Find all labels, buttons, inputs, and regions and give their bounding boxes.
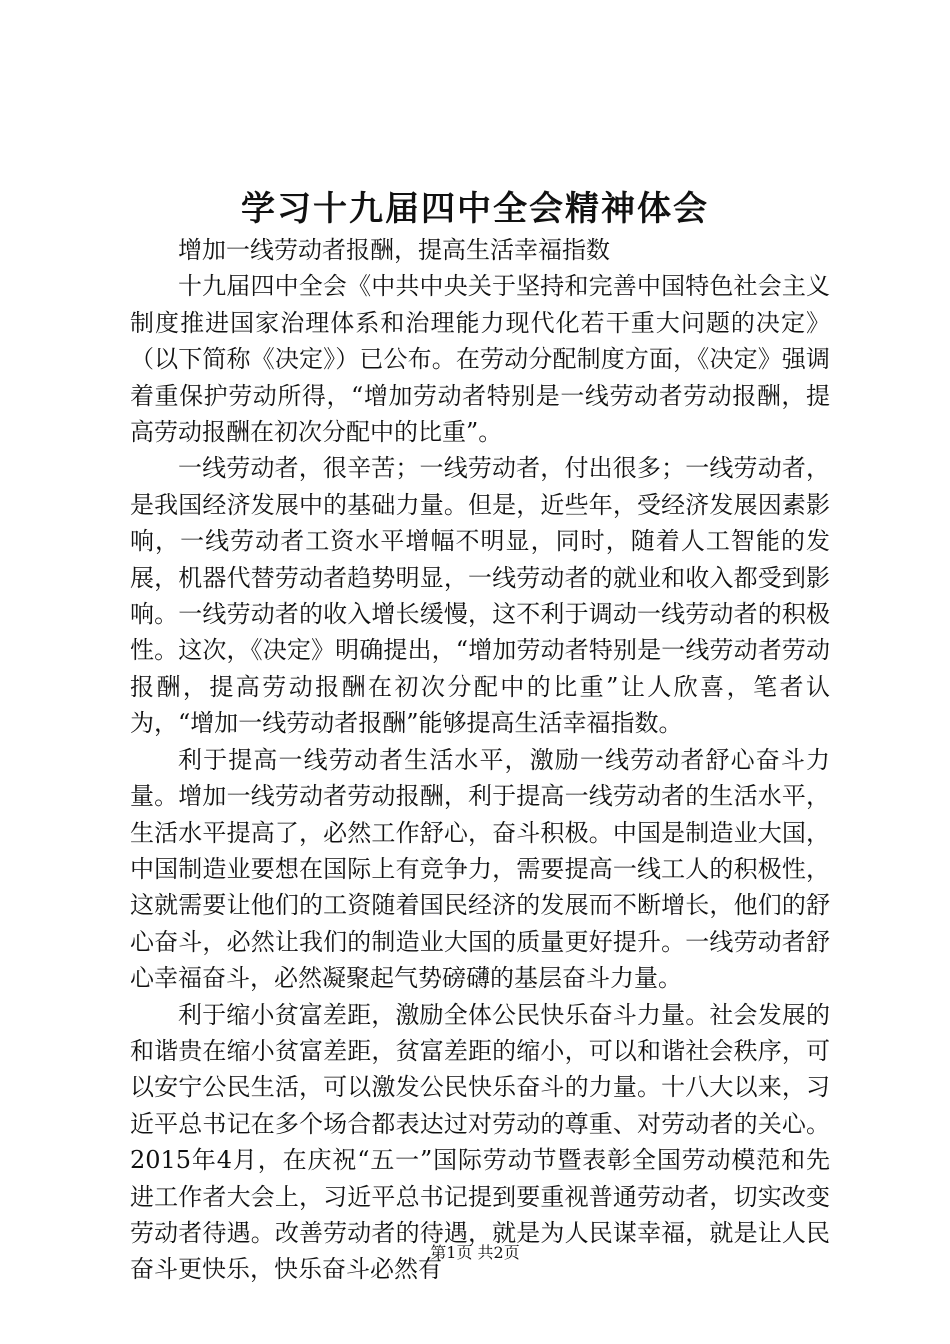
paragraph: 利于提高一线劳动者生活水平，激励一线劳动者舒心奋斗力量。增加一线劳动者劳动报酬，利于提高一线劳动者的生活水平，生活水平提高了，必然工作舒心，奋斗积极。中国是制造业大国，中国制造业要想在国际上有竞争力，需要提高一线工人的积极性，这就需要让他们的工资随着国民经济的发展而不断增长，他们的舒心奋斗，必然让我们的制造业大国的质量更好提升。一线劳动者舒心幸福奋斗，必然凝聚起气势磅礴的基层奋斗力量。 (130, 745, 830, 993)
document-body (130, 232, 830, 1288)
page-footer: 第1页 共2页 (430, 1243, 520, 1262)
paragraph: 十九届四中全会《中共中央关于坚持和完善中国特色社会主义制度推进国家治理体系和治理能力现代化若干重大问题的决定》（以下简称《决定》）已公布。在劳动分配制度方面，《决定》强调着重保护劳动所得，“增加劳动者特别是一线劳动者劳动报酬，提高劳动报酬在初次分配中的比重”。 (130, 272, 830, 447)
document-title: 学习十九届四中全会精神体会 (241, 189, 709, 229)
paragraph-subtitle: 增加一线劳动者报酬，提高生活幸福指数 (178, 236, 610, 264)
paragraph: 利于缩小贫富差距，激励全体公民快乐奋斗力量。社会发展的和谐贵在缩小贫富差距，贫富差距的缩小，可以和谐社会秩序，可以安宁公民生活，可以激发公民快乐奋斗的力量。十八大以来，习近平总书记在多个场合都表达过对劳动的尊重、对劳动者的关心。2015年4月，在庆祝“五一”国际劳动节暨表彰全国劳动模范和先进工作者大会上，习近平总书记提到要重视普通劳动者，切实改变劳动者待遇。改善劳动者的待遇，就是为人民谋幸福，就是让人民奋斗更快乐，快乐奋斗必然有 (130, 1000, 830, 1284)
paragraph: 一线劳动者，很辛苦；一线劳动者，付出很多；一线劳动者，是我国经济发展中的基础力量。但是，近些年，受经济发展因素影响，一线劳动者工资水平增幅不明显，同时，随着人工智能的发展，机器代替劳动者趋势明显，一线劳动者的就业和收入都受到影响。一线劳动者的收入增长缓慢，这不利于调动一线劳动者的积极性。这次，《决定》明确提出，“增加劳动者特别是一线劳动者劳动报酬，提高劳动报酬在初次分配中的比重”让人欣喜，笔者认为，“增加一线劳动者报酬”能够提高生活幸福指数。 (130, 454, 830, 738)
